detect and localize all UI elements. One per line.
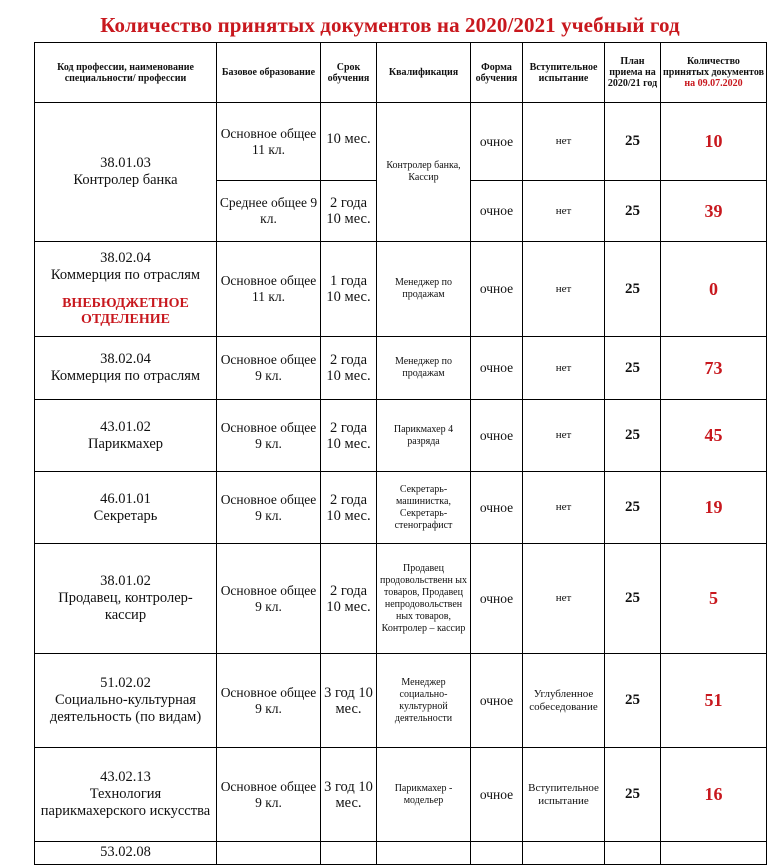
documents-count: 39 <box>661 181 767 242</box>
documents-count: 19 <box>661 472 767 544</box>
admissions-table <box>34 42 767 865</box>
base-education: Основное общее 11 кл. <box>217 103 321 181</box>
base-education: Основное общее 9 кл. <box>217 654 321 748</box>
documents-count: 16 <box>661 748 767 842</box>
extrabudgetary-label: ВНЕБЮДЖЕТНОЕ ОТДЕЛЕНИЕ <box>62 296 189 327</box>
specialty-cell <box>35 400 217 472</box>
admission-plan: 25 <box>605 544 661 654</box>
entrance-exam: нет <box>523 400 605 472</box>
qualification: Парикмахер 4 разряда <box>377 400 471 472</box>
header-row <box>35 43 767 103</box>
base-education: Среднее общее 9 кл. <box>217 181 321 242</box>
table-row <box>35 400 767 472</box>
entrance-exam: Вступительное испытание <box>523 748 605 842</box>
base-education: Основное общее 11 кл. <box>217 242 321 337</box>
specialty-code: 38.02.04 <box>100 351 151 367</box>
table-row <box>35 842 767 865</box>
specialty-code: 38.01.02 <box>100 573 151 589</box>
admission-plan: 25 <box>605 748 661 842</box>
table-row <box>35 748 767 842</box>
specialty-code: 43.02.13 <box>100 769 151 785</box>
header-exam: Вступительное испытание <box>523 43 605 103</box>
documents-count: 10 <box>661 103 767 181</box>
base-education: Основное общее 9 кл. <box>217 472 321 544</box>
admission-plan: 25 <box>605 242 661 337</box>
study-term: 1 года 10 мес. <box>321 242 377 337</box>
study-form: очное <box>471 472 523 544</box>
specialty-code: 38.02.04 <box>100 250 151 266</box>
entrance-exam: нет <box>523 544 605 654</box>
header-specialty: Код профессии, наименование специальности/ профессии <box>35 43 217 103</box>
study-form: очное <box>471 181 523 242</box>
specialty-name: Коммерция по отраслям <box>50 368 201 384</box>
specialty-code: 43.01.02 <box>100 418 151 435</box>
specialty-code: 46.01.01 <box>100 490 151 507</box>
table-row <box>35 337 767 400</box>
documents-count: 0 <box>661 242 767 337</box>
page-title: Количество принятых документов на 2020/2021 учебный год <box>100 13 680 37</box>
table-row <box>35 103 767 181</box>
qualification: Продавец продовольственн ых товаров, Продавец непродовольствен ных товаров, Контролер – кассир <box>377 544 471 654</box>
specialty-name: Парикмахер <box>87 435 164 452</box>
qualification: Менеджер по продажам <box>377 242 471 337</box>
qualification: Контролер банка, Кассир <box>377 103 471 242</box>
table-row <box>35 472 767 544</box>
study-form: очное <box>471 544 523 654</box>
study-term: 3 год 10 мес. <box>321 654 377 748</box>
entrance-exam: Углубленное собеседование <box>523 654 605 748</box>
header-count-label: Количество принятых документов <box>663 56 764 78</box>
study-form: очное <box>471 654 523 748</box>
study-term: 2 года 10 мес. <box>321 181 377 242</box>
specialty-cell <box>35 103 217 242</box>
base-education: Основное общее 9 кл. <box>217 544 321 654</box>
study-form: очное <box>471 242 523 337</box>
admission-plan: 25 <box>605 337 661 400</box>
documents-count: 51 <box>661 654 767 748</box>
header-term: Срок обучения <box>321 43 377 103</box>
specialty-cell <box>35 748 217 842</box>
study-form: очное <box>471 748 523 842</box>
entrance-exam: нет <box>523 242 605 337</box>
specialty-code: 51.02.02 <box>100 675 151 691</box>
documents-count: 5 <box>661 544 767 654</box>
study-term: 2 года 10 мес. <box>321 472 377 544</box>
admission-plan: 25 <box>605 472 661 544</box>
header-qualification: Квалификация <box>377 43 471 103</box>
qualification: Парикмахер - модельер <box>377 748 471 842</box>
specialty-cell <box>35 654 217 748</box>
study-term: 3 год 10 мес. <box>321 748 377 842</box>
table-row <box>35 544 767 654</box>
specialty-name: Контролер банка <box>73 172 178 188</box>
specialty-name: Секретарь <box>93 507 158 524</box>
specialty-cell <box>35 472 217 544</box>
header-form: Форма обучения <box>471 43 523 103</box>
specialty-name: Технология парикмахерского искусства <box>40 786 211 819</box>
header-base: Базовое образование <box>217 43 321 103</box>
entrance-exam: нет <box>523 181 605 242</box>
study-term: 2 года 10 мес. <box>321 544 377 654</box>
study-form: очное <box>471 337 523 400</box>
base-education: Основное общее 9 кл. <box>217 337 321 400</box>
specialty-code: 38.01.03 <box>100 155 151 171</box>
specialty-name: Продавец, контролер- кассир <box>58 590 193 623</box>
study-form: очное <box>471 103 523 181</box>
study-term: 2 года 10 мес. <box>321 337 377 400</box>
admission-plan: 25 <box>605 181 661 242</box>
specialty-name: Социально-культурная деятельность (по видам) <box>49 692 202 725</box>
base-education: Основное общее 9 кл. <box>217 748 321 842</box>
table-row <box>35 242 767 337</box>
header-count <box>661 43 767 103</box>
qualification: Менеджер по продажам <box>377 337 471 400</box>
documents-count: 45 <box>661 400 767 472</box>
entrance-exam: нет <box>523 103 605 181</box>
base-education: Основное общее 9 кл. <box>217 400 321 472</box>
header-count-date: на 09.07.2020 <box>684 78 743 89</box>
study-term: 10 мес. <box>321 103 377 181</box>
entrance-exam: нет <box>523 472 605 544</box>
specialty-cell <box>35 544 217 654</box>
admission-plan: 25 <box>605 103 661 181</box>
study-form: очное <box>471 400 523 472</box>
admission-plan: 25 <box>605 654 661 748</box>
table-row <box>35 654 767 748</box>
documents-count: 73 <box>661 337 767 400</box>
qualification: Секретарь- машинистка, Секретарь- стенографист <box>377 472 471 544</box>
entrance-exam: нет <box>523 337 605 400</box>
specialty-cell <box>35 337 217 400</box>
specialty-name: Коммерция по отраслям <box>50 267 201 283</box>
header-plan: План приема на 2020/21 год <box>605 43 661 103</box>
qualification: Менеджер социально- культурной деятельности <box>377 654 471 748</box>
specialty-cell <box>35 242 217 337</box>
admission-plan: 25 <box>605 400 661 472</box>
study-term: 2 года 10 мес. <box>321 400 377 472</box>
specialty-code: 53.02.08 <box>35 842 217 865</box>
